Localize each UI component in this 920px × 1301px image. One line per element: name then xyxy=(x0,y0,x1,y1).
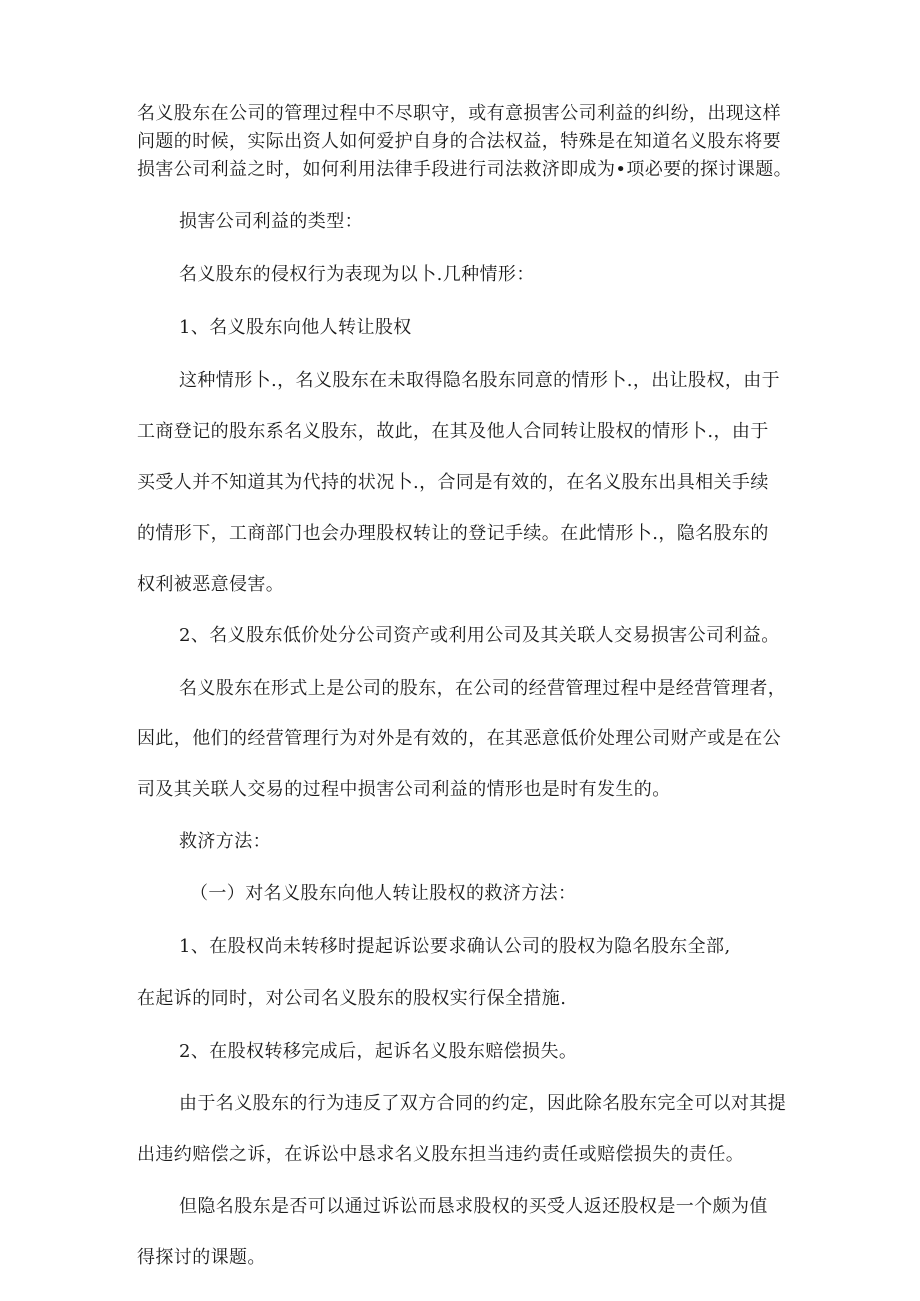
remedy1-line-2: 在起诉的同时，对公司名义股东的股权实行保全措施. xyxy=(137,988,567,1009)
intro-line-2: 问题的时候，实际出资人如何爱护自身的合法权益，特殊是在知道名义股东将要 xyxy=(137,131,781,152)
item2-body-line-1: 名义股东在形式上是公司的股东，在公司的经营管理过程中是经营管理者， xyxy=(179,678,787,699)
remedy1-line-1: 1、在股权尚未转移时提起诉讼要求确认公司的股权为隐名股东全部, xyxy=(179,936,731,957)
item2-body-line-3: 司及其关联人交易的过程中损害公司利益的情形也是时有发生的。 xyxy=(137,779,671,800)
remedy2-title: 2、在股权转移完成后，起诉名义股东赔偿损失。 xyxy=(179,1041,578,1062)
remedy2-body-line-1: 由于名义股东的行为违反了双方合同的约定，因此除名股东完全可以对其提 xyxy=(179,1093,787,1114)
remedy2-body-line-2: 出违约赔偿之诉，在诉讼中恳求名义股东担当违约责任或赔偿损失的责任。 xyxy=(137,1144,745,1165)
heading-forms: 名义股东的侵权行为表现为以卜.几种情形： xyxy=(179,264,535,285)
item1-body-line-3: 买受人并不知道其为代持的状况卜.，合同是有效的，在名义股东出具相关手续 xyxy=(137,472,769,493)
remedy-sub-heading-1: （一）对名义股东向他人转让股权的救济方法： xyxy=(190,883,577,904)
closing-line-2: 得探讨的课题。 xyxy=(137,1247,266,1268)
item2-title: 2、名义股东低价处分公司资产或利用公司及其关联人交易损害公司利益。 xyxy=(179,625,780,646)
heading-remedy: 救济方法： xyxy=(179,831,271,852)
item1-body-line-4: 的情形下，工商部门也会办理股权转让的登记手续。在此情形卜.，隐名股东的 xyxy=(137,523,769,544)
item1-body-line-5: 权利被恶意侵害。 xyxy=(137,574,285,595)
intro-line-3: 损害公司利益之时，如何利用法律手段进行司法救济即成为•项必要的探讨课题。 xyxy=(137,159,793,180)
item1-body-line-2: 工商登记的股东系名义股东，故此，在其及他人合同转让股权的情形卜.，由于 xyxy=(137,421,769,442)
intro-line-1: 名义股东在公司的管理过程中不尽职守，或有意损害公司利益的纠纷，出现这样 xyxy=(137,103,781,124)
item2-body-line-2: 因此，他们的经营管理行为对外是有效的，在其恶意低价处理公司财产或是在公 xyxy=(137,728,781,749)
closing-line-1: 但隐名股东是否可以通过诉讼而恳求股权的买受人返还股权是一个颇为值 xyxy=(179,1196,768,1217)
item1-body-line-1: 这种情形卜.，名义股东在未取得隐名股东同意的情形卜.，出让股权，由于 xyxy=(179,370,781,391)
heading-types: 损害公司利益的类型： xyxy=(179,211,363,232)
item1-title: 1、名义股东向他人转让股权 xyxy=(179,317,412,338)
